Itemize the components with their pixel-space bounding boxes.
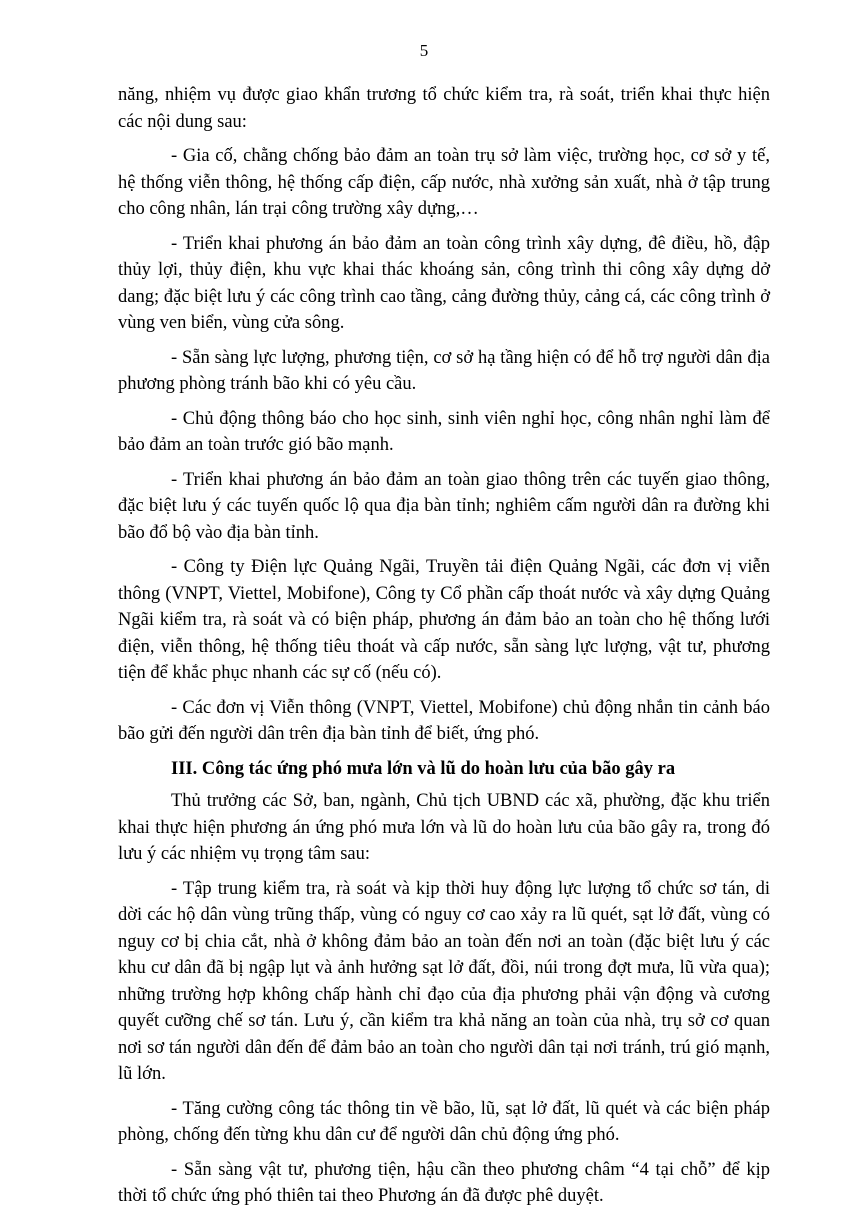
paragraph: - Triển khai phương án bảo đảm an toàn giao thông trên các tuyến giao thông, đặc biệt lưu ý các tuyến quốc lộ qua địa bàn tỉnh; nghiêm cấm người dân ra đường khi bão đổ bộ vào địa bàn tỉnh.	[118, 469, 770, 543]
paragraph: - Các đơn vị Viễn thông (VNPT, Viettel, Mobifone) chủ động nhắn tin cảnh báo bão gửi đến người dân trên địa bàn tỉnh để biết, ứng phó.	[118, 697, 770, 744]
paragraph: - Công ty Điện lực Quảng Ngãi, Truyền tải điện Quảng Ngãi, các đơn vị viễn thông (VNPT, Viettel, Mobifone), Công ty Cổ phần cấp thoát nước và xây dựng Quảng Ngãi kiểm tra, rà soát và có biện pháp, phương án đảm bảo an toàn cho hệ thống lưới điện, viễn thông, hệ thống tiêu thoát và cấp nước, sẵn sàng lực lượng, vật tư, phương tiện để khắc phục nhanh các sự cố (nếu có).	[118, 557, 770, 683]
paragraph: - Tăng cường công tác thông tin về bão, lũ, sạt lở đất, lũ quét và các biện pháp phòng, chống đến từng khu dân cư để người dân chủ động ứng phó.	[118, 1098, 770, 1145]
paragraph: - Triển khai phương án bảo đảm an toàn công trình xây dựng, đê điều, hồ, đập thủy lợi, thủy điện, khu vực khai thác khoáng sản, công trình thi công xây dựng dở dang; đặc biệt lưu ý các công trình cao tầng, cảng đường thủy, cảng cá, các công trình ở vùng ven biển, vùng cửa sông.	[118, 233, 770, 333]
paragraph: - Sẵn sàng lực lượng, phương tiện, cơ sở hạ tầng hiện có để hỗ trợ người dân địa phương phòng tránh bão khi có yêu cầu.	[118, 347, 770, 394]
paragraph: - Tập trung kiểm tra, rà soát và kịp thời huy động lực lượng tổ chức sơ tán, di dời các hộ dân vùng trũng thấp, vùng có nguy cơ cao xảy ra lũ quét, sạt lở đất, vùng có nguy cơ bị chia cắt, nhà ở không đảm bảo an toàn đến nơi an toàn (đặc biệt lưu ý các khu cư dân đã bị ngập lụt và ảnh hưởng sạt lở đất, đồi, núi trong đợt mưa, lũ vừa qua); những trường hợp không chấp hành chỉ đạo của địa phương phải vận động và cương quyết cưỡng chế sơ tán. Lưu ý, cần kiểm tra khả năng an toàn của nhà, trụ sở cơ quan nơi sơ tán người dân đến để đảm bảo an toàn cho người dân tại nơi tránh, trú gió mạnh, lũ lớn.	[118, 878, 770, 1084]
paragraph: - Sẵn sàng vật tư, phương tiện, hậu cần theo phương châm “4 tại chỗ” để kịp thời tổ chức ứng phó thiên tai theo Phương án đã được phê duyệt.	[118, 1159, 770, 1206]
section-heading: III. Công tác ứng phó mưa lớn và lũ do hoàn lưu của bão gây ra	[171, 758, 676, 779]
paragraph: - Chủ động thông báo cho học sinh, sinh viên nghỉ học, công nhân nghỉ làm để bảo đảm an toàn trước gió bão mạnh.	[118, 408, 770, 455]
document-body	[118, 82, 770, 1218]
paragraph: - Gia cố, chằng chống bảo đảm an toàn trụ sở làm việc, trường học, cơ sở y tế, hệ thống viễn thông, hệ thống cấp điện, cấp nước, nhà xưởng sản xuất, nhà ở tập trung cho công nhân, lán trại công trường xây dựng,…	[118, 146, 770, 219]
page-number: 5	[419, 41, 429, 60]
paragraph: Thủ trưởng các Sở, ban, ngành, Chủ tịch UBND các xã, phường, đặc khu triển khai thực hiện phương án ứng phó mưa lớn và lũ do hoàn lưu của bão gây ra, trong đó lưu ý các nhiệm vụ trọng tâm sau:	[118, 791, 770, 864]
paragraph: năng, nhiệm vụ được giao khẩn trương tổ chức kiểm tra, rà soát, triển khai thực hiện các nội dung sau:	[118, 85, 770, 132]
